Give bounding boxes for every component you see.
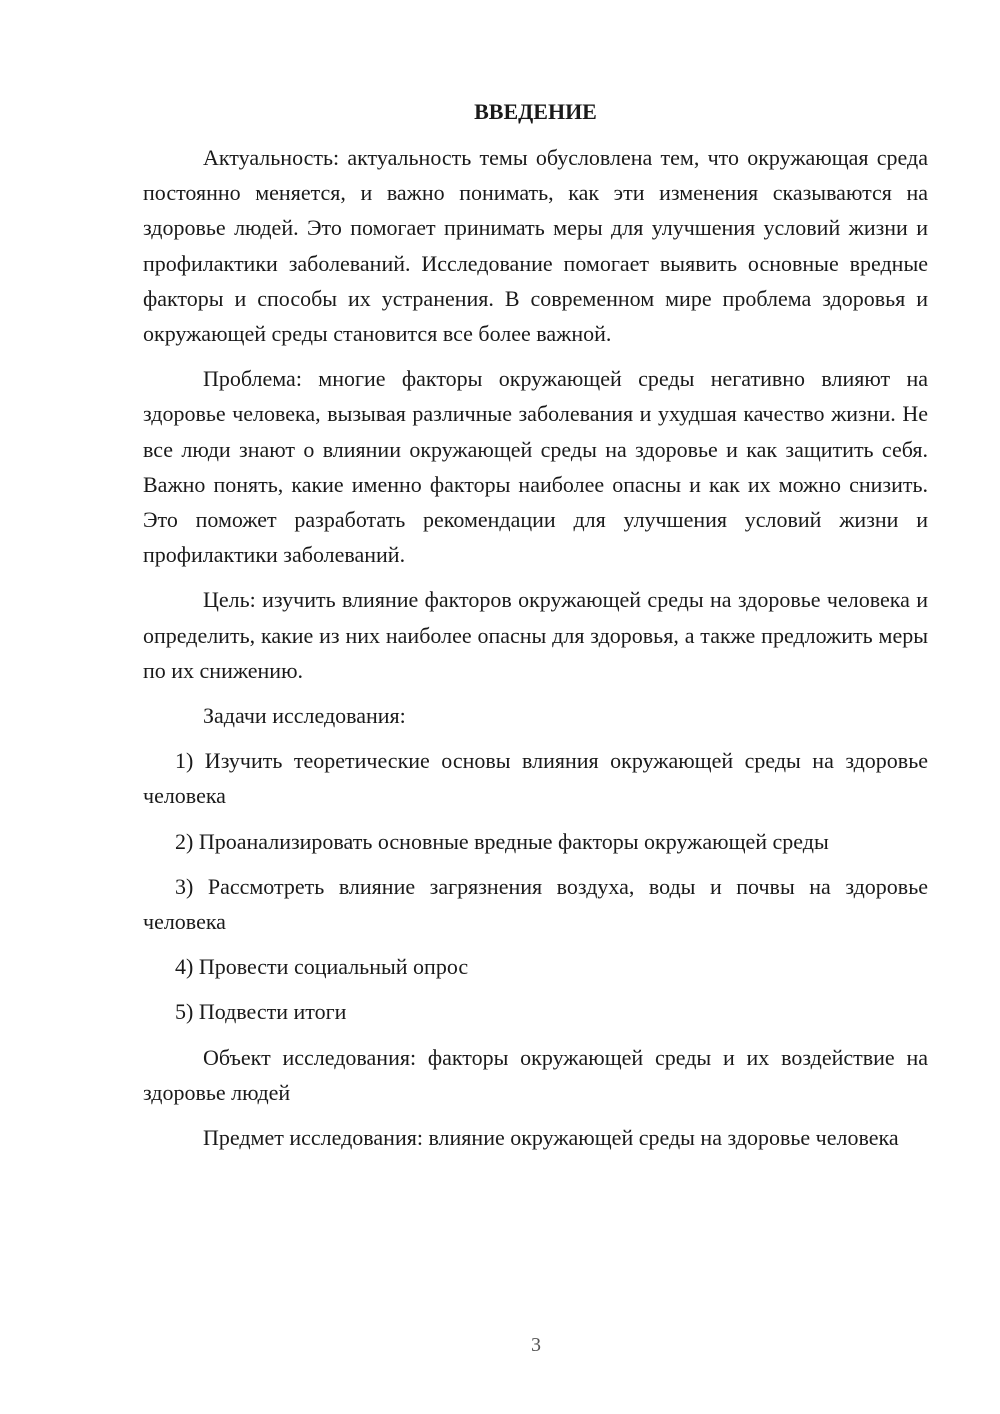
tasks-title: Задачи исследования: xyxy=(203,703,406,729)
task-item-4: 4) Провести социальный опрос xyxy=(175,954,469,980)
page-content xyxy=(143,94,928,1165)
paragraph-problem: Проблема: многие факторы окружающей среды негативно влияют на здоровье человека, вызывая различные заболевания и ухудшая качество жизни. Не все люди знают о влиянии окружающей среды на здоровье и как защитить себя. Важно понять, какие именно факторы наиболее опасны и как их можно снизить. Это поможет разработать рекомендации для улучшения условий жизни и профилактики заболеваний. xyxy=(143,366,928,568)
task-item-2: 2) Проанализировать основные вредные факторы окружающей среды xyxy=(175,828,829,854)
paragraph-relevance: Актуальность: актуальность темы обусловлена тем, что окружающая среда постоянно меняется, и важно понимать, как эти изменения сказываются на здоровье людей. Это помогает принимать меры для улучшения условий жизни и профилактики заболеваний. Исследование помогает выявить основные вредные факторы и способы их устранения. В современном мире проблема здоровья и окружающей среды становится все более важной. xyxy=(143,145,928,347)
task-item-5: 5) Подвести итоги xyxy=(175,999,347,1025)
task-item-1: 1) Изучить теоретические основы влияния окружающей среды на здоровье человека xyxy=(143,748,928,809)
page-number: 3 xyxy=(531,1334,541,1356)
paragraph-subject: Предмет исследования: влияние окружающей среды на здоровье человека xyxy=(203,1125,899,1151)
paragraph-object: Объект исследования: факторы окружающей среды и их воздействие на здоровье людей xyxy=(143,1044,928,1105)
paragraph-goal: Цель: изучить влияние факторов окружающей среды на здоровье человека и определить, какие из них наиболее опасны для здоровья, а также предложить меры по их снижению. xyxy=(143,587,928,683)
task-item-3: 3) Рассмотреть влияние загрязнения воздуха, воды и почвы на здоровье человека xyxy=(143,873,928,935)
section-heading: ВВЕДЕНИЕ xyxy=(474,99,597,124)
